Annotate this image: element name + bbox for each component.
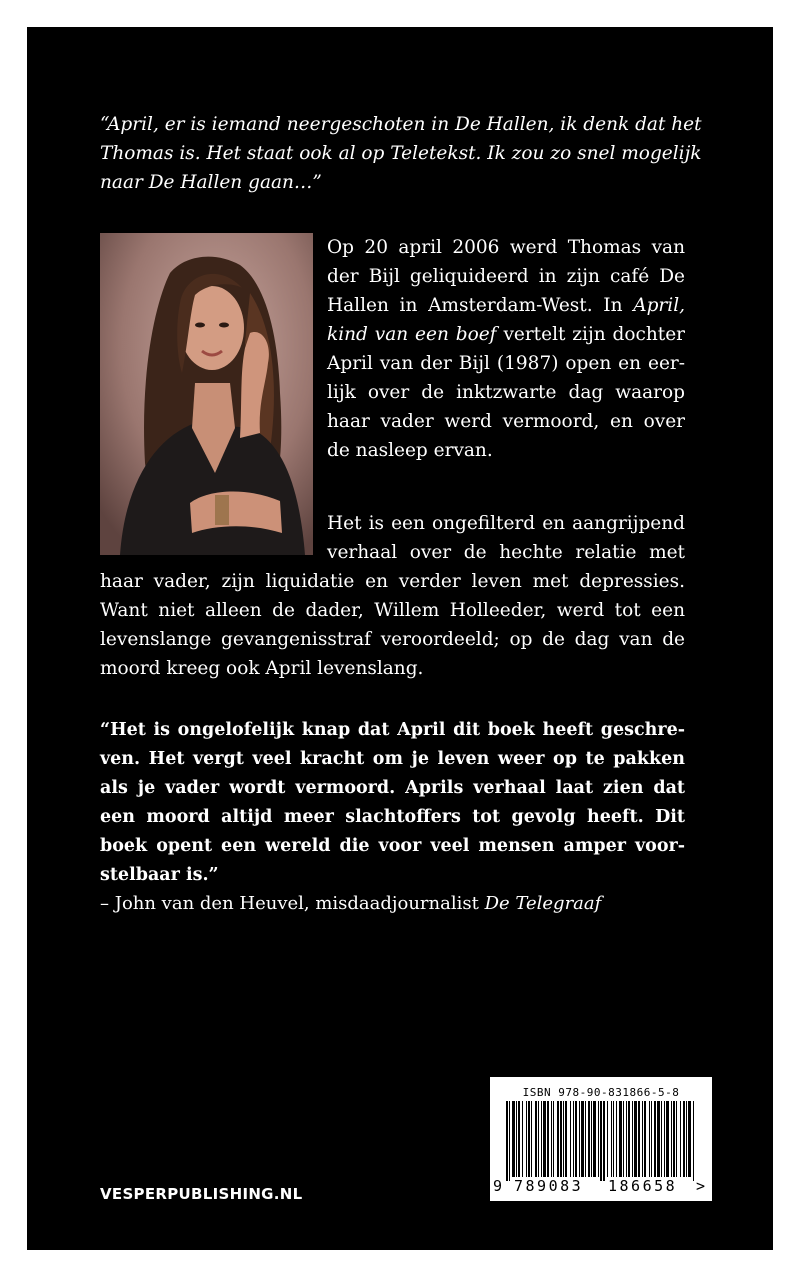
paragraph-line: de nasleep ervan. <box>327 440 493 461</box>
paragraph-line: haar vader werd vermoord, en over <box>327 411 685 432</box>
barcode-bar <box>526 1101 527 1177</box>
barcode-bar <box>683 1101 685 1177</box>
barcode-bar <box>644 1101 646 1177</box>
author-portrait-illustration <box>100 233 313 555</box>
paragraph-text: Hallen in Amsterdam-West. In <box>327 295 623 316</box>
barcode-bar <box>531 1101 532 1177</box>
barcode-bar <box>628 1101 630 1177</box>
barcode-bar <box>598 1101 599 1177</box>
paragraph-line <box>327 291 685 320</box>
barcode-bar <box>642 1101 643 1177</box>
barcode-bar <box>673 1101 675 1177</box>
paragraph-line: Want niet alleen de dader, Willem Holleeder, werd tot een <box>100 600 685 621</box>
barcode-bar <box>619 1101 622 1177</box>
barcode-bar <box>522 1101 523 1177</box>
paragraph-line: verhaal over de hechte relatie met <box>327 542 685 563</box>
author-photo <box>100 233 313 555</box>
barcode-bar <box>654 1101 656 1177</box>
barcode-bar <box>611 1101 612 1177</box>
barcode-bar <box>588 1101 590 1177</box>
barcode-bar <box>649 1101 650 1177</box>
barcode-bar <box>591 1101 592 1177</box>
barcode-bar <box>607 1101 608 1177</box>
barcode-digit: 9 <box>493 1177 503 1195</box>
publisher-url: VESPERPUBLISHING.NL <box>100 1185 303 1203</box>
barcode-digit: 186658 <box>608 1177 678 1195</box>
endorsement-line: een moord altijd meer slachtoffers tot gevolg heeft. Dit <box>100 807 685 827</box>
paragraph-1 <box>327 233 685 465</box>
book-title-italic: kind van een boef <box>327 324 497 345</box>
barcode-bar <box>616 1101 617 1177</box>
barcode-bar <box>543 1101 546 1177</box>
barcode-bar <box>585 1101 586 1177</box>
barcode-bar <box>651 1101 652 1177</box>
barcode-bar <box>506 1101 508 1181</box>
barcode-bar <box>593 1101 596 1177</box>
paragraph-line <box>327 320 685 349</box>
barcode-bar <box>560 1101 562 1177</box>
barcode-bar <box>579 1101 580 1177</box>
barcode-bar <box>553 1101 554 1177</box>
intro-quote-line: naar De Hallen gaan…” <box>100 172 322 193</box>
paragraph-line: April van der Bijl (1987) open en eer- <box>327 353 685 374</box>
barcode-bar <box>626 1101 627 1177</box>
paragraph-text: vertelt zijn dochter <box>503 324 685 345</box>
barcode-bar <box>688 1101 691 1177</box>
barcode-bar <box>680 1101 681 1177</box>
intro-quote-line: Thomas is. Het staat ook al op Teletekst. Ik zou zo snel mogelijk <box>100 143 702 164</box>
barcode-bar <box>676 1101 677 1177</box>
paragraph-2 <box>100 509 685 683</box>
barcode-bar <box>632 1101 633 1177</box>
paragraph-line: lijk over de inktzwarte dag waarop <box>327 382 685 403</box>
endorsement-attribution <box>100 889 700 918</box>
endorsement-line: “Het is ongelofelijk knap dat April dit boek heeft geschre- <box>100 720 685 740</box>
barcode-bar <box>535 1101 537 1177</box>
barcode-bar <box>565 1101 567 1177</box>
barcode-bar <box>664 1101 665 1177</box>
barcode-bar <box>600 1101 602 1181</box>
barcode-bar <box>661 1101 662 1177</box>
barcode-bar <box>575 1101 577 1177</box>
barcode-bar <box>613 1101 614 1177</box>
barcode-bar <box>528 1101 530 1177</box>
barcode-digit: > <box>696 1177 706 1195</box>
barcode-bar <box>634 1101 637 1177</box>
barcode-bar <box>516 1101 517 1177</box>
barcode-bar <box>573 1101 574 1177</box>
barcode-bar <box>557 1101 559 1177</box>
barcode-bar <box>686 1101 687 1177</box>
endorsement-line: stelbaar is.” <box>100 865 219 885</box>
attribution-author: – John van den Heuvel, misdaadjournalist <box>100 893 479 914</box>
barcode-bar <box>538 1101 539 1177</box>
paragraph-line: moord kreeg ook April levenslang. <box>100 658 424 679</box>
barcode-bar <box>671 1101 672 1177</box>
paragraph-line: Op 20 april 2006 werd Thomas van <box>327 237 685 258</box>
paragraph-line: haar vader, zijn liquidatie en verder leven met depressies. <box>100 571 685 592</box>
endorsement-line: boek opent een wereld die voor veel mensen amper voor- <box>100 836 685 856</box>
attribution-publication: De Telegraaf <box>484 893 602 914</box>
paragraph-line: der Bijl geliquideerd in zijn café De <box>327 266 685 287</box>
barcode-bar <box>693 1101 694 1181</box>
barcode-bar <box>657 1101 660 1177</box>
paragraph-line: Het is een ongefilterd en aangrijpend <box>327 513 685 534</box>
barcode-bar <box>638 1101 640 1177</box>
barcode-bar <box>509 1101 510 1181</box>
barcode-bar <box>623 1101 624 1177</box>
endorsement-line: als je vader wordt vermoord. Aprils verhaal laat zien dat <box>100 778 685 798</box>
barcode-bar <box>551 1101 552 1177</box>
paragraph-line: levenslange gevangenisstraf veroordeeld; op de dag van de <box>100 629 685 650</box>
book-title-italic: April, <box>633 295 685 316</box>
barcode-bar <box>581 1101 584 1177</box>
barcode-bar <box>603 1101 605 1181</box>
barcode-bar <box>512 1101 515 1177</box>
barcode-bar <box>666 1101 669 1177</box>
isbn-label: ISBN 978-90-831866-5-8 <box>522 1086 680 1099</box>
intro-quote <box>100 110 710 197</box>
barcode-digit: 789083 <box>514 1177 584 1195</box>
endorsement-line: ven. Het vergt veel kracht om je leven weer op te pakken <box>100 749 685 769</box>
endorsement-quote <box>100 716 685 890</box>
intro-quote-line: “April, er is iemand neergeschoten in De Hallen, ik denk dat het <box>100 114 702 135</box>
barcode-bar <box>541 1101 542 1177</box>
barcode-bar <box>563 1101 564 1177</box>
barcode-bar <box>570 1101 571 1177</box>
book-back-cover <box>27 27 773 1250</box>
isbn-barcode <box>490 1077 712 1201</box>
barcode-bar <box>547 1101 549 1177</box>
barcode-bar <box>518 1101 520 1177</box>
